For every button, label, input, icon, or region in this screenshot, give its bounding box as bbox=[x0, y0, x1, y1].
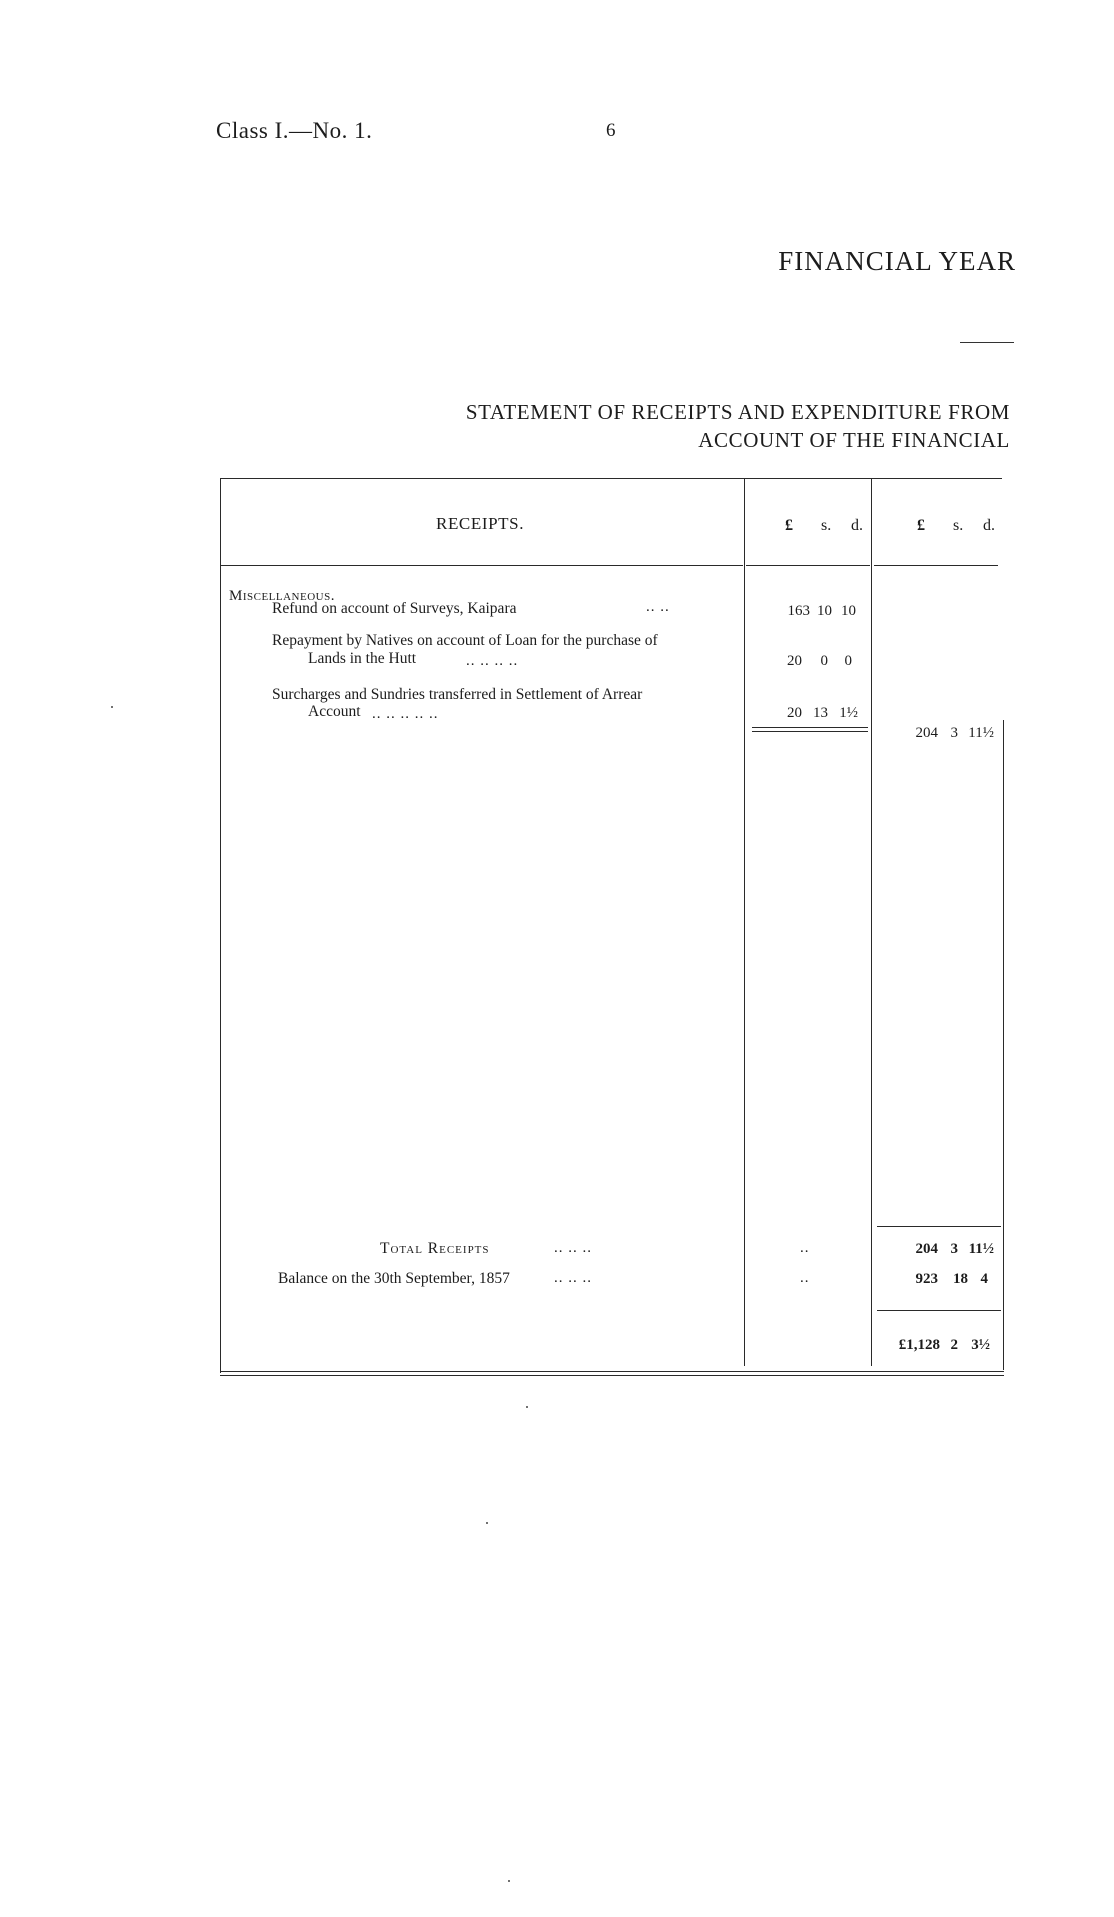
balance-leader: .. .. .. bbox=[554, 1270, 592, 1286]
item-1-line-1: Refund on account of Surveys, Kaipara bbox=[272, 600, 517, 617]
statement-title-line-2: ACCOUNT OF THE FINANCIAL bbox=[698, 428, 1010, 452]
table-bottom-rule-2 bbox=[220, 1375, 1004, 1376]
item-3-leader: .. .. .. .. .. bbox=[372, 706, 439, 722]
item-3-shillings: 13 bbox=[813, 705, 828, 721]
total-receipts-mid-leader: .. bbox=[800, 1240, 810, 1256]
item-2-pence: 0 bbox=[844, 653, 852, 669]
subtotal-shillings: 3 bbox=[950, 725, 958, 741]
header-rule-left bbox=[220, 565, 743, 566]
table-left-rule bbox=[220, 478, 221, 1373]
shillings-header-1: s. bbox=[821, 517, 832, 534]
item-2-line-2: Lands in the Hutt bbox=[308, 650, 417, 667]
header-rule-mid bbox=[746, 565, 870, 566]
title-rule bbox=[960, 342, 1014, 343]
section-heading: Miscellaneous. bbox=[229, 588, 335, 604]
subtotal-rule-1 bbox=[752, 727, 868, 728]
item-1-pounds: 163 bbox=[787, 603, 810, 619]
item-3-pounds: 20 bbox=[787, 705, 802, 721]
balance-pounds: 923 bbox=[915, 1271, 938, 1287]
scan-speck bbox=[111, 706, 113, 708]
shillings-header-2: s. bbox=[953, 517, 964, 534]
pence-header-1: d. bbox=[851, 517, 863, 534]
grand-total-rule bbox=[877, 1310, 1001, 1311]
item-1-pence: 10 bbox=[841, 603, 856, 619]
subtotal-pounds: 204 bbox=[915, 725, 938, 741]
total-receipts-leader: .. .. .. bbox=[554, 1240, 592, 1256]
scan-speck bbox=[486, 1522, 488, 1524]
item-2-shillings: 0 bbox=[820, 653, 828, 669]
pence-header-2: d. bbox=[983, 517, 995, 534]
statement-title-line-1: STATEMENT OF RECEIPTS AND EXPENDITURE FROM bbox=[465, 400, 1010, 424]
receipts-column-header: RECEIPTS. bbox=[436, 514, 525, 533]
subtotal-pence: 11½ bbox=[968, 725, 994, 741]
scan-speck bbox=[526, 1406, 528, 1408]
column-rule-1 bbox=[744, 478, 745, 1366]
item-3-line-1: Surcharges and Sundries transferred in Settlement of Arrear bbox=[272, 686, 643, 703]
pounds-header-1: £ bbox=[785, 517, 793, 534]
grand-total-pounds: £1,128 bbox=[898, 1337, 940, 1353]
grand-total-shillings: 2 bbox=[950, 1337, 958, 1353]
balance-shillings: 18 bbox=[953, 1271, 968, 1287]
balance-mid-leader: .. bbox=[800, 1270, 810, 1286]
page-number: 6 bbox=[606, 120, 616, 141]
item-3-line-2: Account bbox=[308, 703, 361, 720]
scan-speck bbox=[508, 1880, 510, 1882]
balance-label: Balance on the 30th September, 1857 bbox=[278, 1270, 510, 1287]
grand-total-pence: 3½ bbox=[971, 1337, 990, 1353]
total-receipts-pence: 11½ bbox=[968, 1241, 994, 1257]
item-2-leader: .. .. .. .. bbox=[466, 653, 519, 669]
section-title: FINANCIAL YEAR bbox=[778, 246, 1016, 276]
header-rule-right bbox=[874, 565, 998, 566]
class-label: Class I.—No. 1. bbox=[216, 118, 373, 143]
table-top-rule bbox=[220, 478, 1002, 479]
table-right-rule bbox=[1003, 720, 1004, 1370]
total-receipts-label: Total Receipts bbox=[380, 1240, 490, 1257]
total-receipts-shillings: 3 bbox=[950, 1241, 958, 1257]
item-3-pence: 1½ bbox=[839, 705, 858, 721]
pounds-header-2: £ bbox=[917, 517, 925, 534]
subtotal-rule-2 bbox=[752, 731, 868, 732]
item-1-shillings: 10 bbox=[817, 603, 832, 619]
item-2-pounds: 20 bbox=[787, 653, 802, 669]
total-rule bbox=[877, 1226, 1001, 1227]
table-bottom-rule-1 bbox=[220, 1371, 1004, 1372]
balance-pence: 4 bbox=[980, 1271, 988, 1287]
item-1-leader: .. .. bbox=[646, 599, 670, 615]
total-receipts-pounds: 204 bbox=[915, 1241, 938, 1257]
item-2-line-1: Repayment by Natives on account of Loan for the purchase of bbox=[272, 632, 658, 649]
column-rule-2 bbox=[871, 478, 872, 1366]
